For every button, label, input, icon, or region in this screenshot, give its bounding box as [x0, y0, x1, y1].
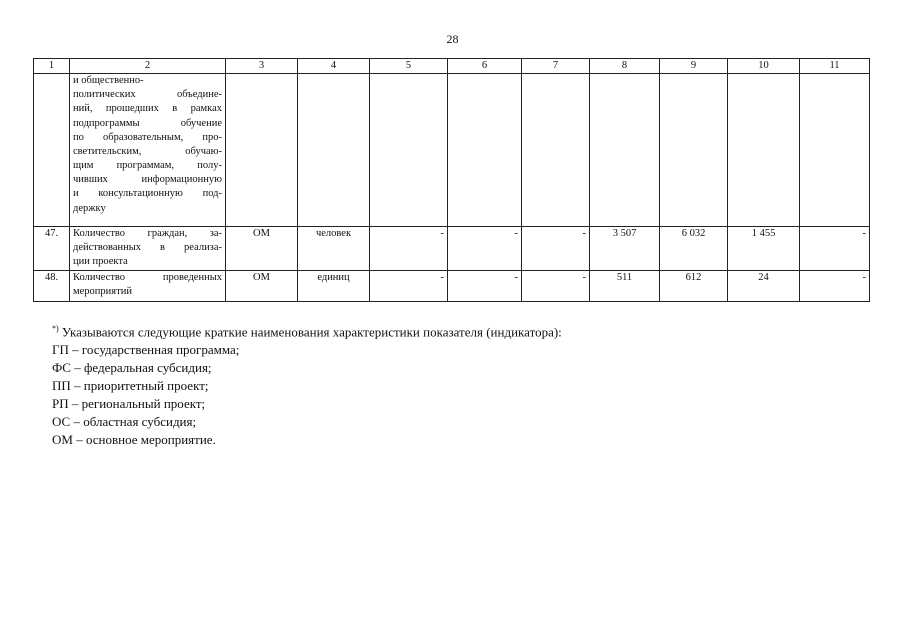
name-line: подпрограммы обучение: [73, 117, 222, 129]
footnote-item: ГП – государственная программа;: [52, 342, 240, 358]
value-cell: 3 507: [590, 227, 660, 271]
table-row: [34, 74, 870, 227]
name-line: по образовательным, про-: [73, 131, 222, 143]
column-header: 11: [800, 59, 870, 74]
footnote-marker: *): [52, 324, 59, 333]
value-cell: 1 455: [728, 227, 800, 271]
value-cell: -: [800, 227, 870, 271]
footnote-item: ОС – областная субсидия;: [52, 414, 197, 430]
name-line: и консультационную под-: [73, 188, 222, 200]
column-header: 5: [370, 59, 448, 74]
name-line: мероприятий: [73, 285, 132, 297]
indicator-name: [70, 74, 226, 227]
row-number: 48.: [34, 270, 70, 301]
value-cell: 24: [728, 270, 800, 301]
name-line: чивших информационную: [73, 174, 222, 186]
footnote-title: [52, 320, 562, 341]
indicator-name: [70, 227, 226, 271]
value-cell: -: [800, 270, 870, 301]
column-header: 9: [660, 59, 728, 74]
name-line: светительским, обучаю-: [73, 145, 222, 157]
footnote-item: ПП – приоритетный проект;: [52, 378, 209, 394]
value-cell: 6 032: [660, 227, 728, 271]
value-cell: -: [370, 227, 448, 271]
value-cell: 511: [590, 270, 660, 301]
name-line: и общественно-: [73, 75, 144, 86]
column-header: 4: [298, 59, 370, 74]
footnote-title-text: Указываются следующие краткие наименования характеристики показателя (индикатора):: [58, 324, 562, 340]
table-row: [34, 227, 870, 271]
page-number: 28: [446, 32, 459, 46]
value-cell: -: [522, 270, 590, 301]
row-number: 47.: [34, 227, 70, 271]
name-line: ции проекта: [73, 256, 128, 268]
indicators-table: [33, 58, 870, 302]
column-header: 2: [70, 59, 226, 74]
unit-cell: человек: [298, 227, 370, 271]
name-line: Количество проведенных: [73, 271, 222, 283]
indicator-name: [70, 270, 226, 301]
name-line: Количество граждан, за-: [73, 228, 222, 239]
cell: [728, 74, 800, 227]
cell: [522, 74, 590, 227]
value-cell: -: [448, 270, 522, 301]
value-cell: -: [370, 270, 448, 301]
name-line: щим программам, полу-: [73, 160, 222, 172]
table-header-row: [34, 59, 870, 74]
column-header: 3: [226, 59, 298, 74]
name-line: политических объедине-: [73, 89, 222, 101]
footnote-item: РП – региональный проект;: [52, 396, 206, 412]
column-header: 10: [728, 59, 800, 74]
name-line: действованных в реализа-: [73, 242, 222, 254]
name-line: держку: [73, 202, 106, 214]
cell: [660, 74, 728, 227]
footnote: [52, 320, 562, 449]
cell: [298, 74, 370, 227]
characteristic-cell: ОМ: [226, 227, 298, 271]
cell: [590, 74, 660, 227]
value-cell: 612: [660, 270, 728, 301]
cell: [226, 74, 298, 227]
cell: [448, 74, 522, 227]
value-cell: -: [448, 227, 522, 271]
column-header: 7: [522, 59, 590, 74]
footnote-item: ОМ – основное мероприятие.: [52, 432, 216, 448]
footnote-item: ФС – федеральная субсидия;: [52, 360, 212, 376]
value-cell: -: [522, 227, 590, 271]
name-line: ний, прошедших в рамках: [73, 103, 222, 115]
cell: [800, 74, 870, 227]
table-row: [34, 270, 870, 301]
cell: [370, 74, 448, 227]
unit-cell: единиц: [298, 270, 370, 301]
column-header: 8: [590, 59, 660, 74]
column-header: 6: [448, 59, 522, 74]
column-header: 1: [34, 59, 70, 74]
row-number: [34, 74, 70, 227]
characteristic-cell: ОМ: [226, 270, 298, 301]
